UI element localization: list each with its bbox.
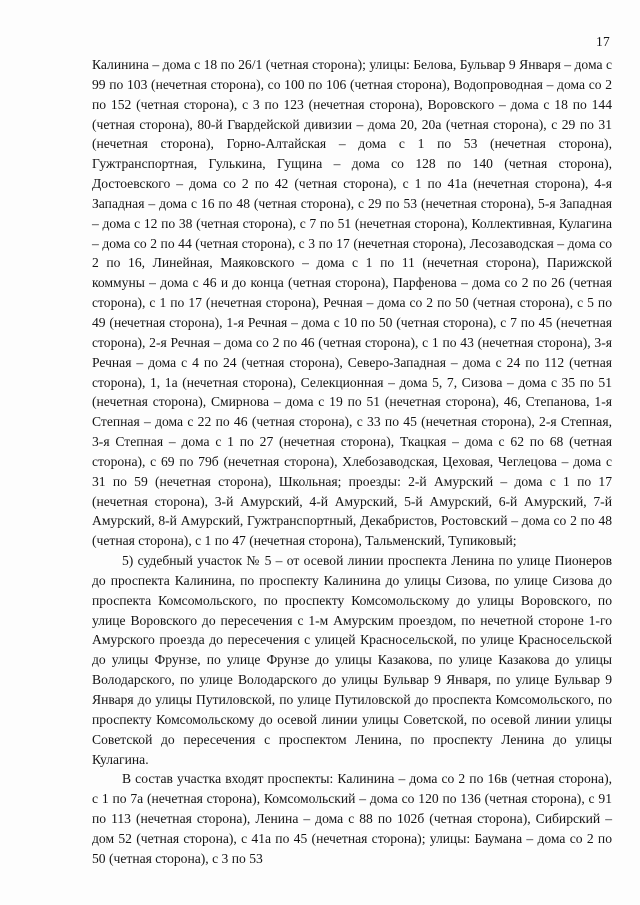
paragraph-district-5-composition: В состав участка входят проспекты: Калинина – дома со 2 по 16в (четная сторона), с 1 по 7а (нечетная сторона), Комсомольский – дома со 120 по 136 (четная сторона), с 91 по 113 (нечетная сторона), Ленина – дома с 88 по 102б (четная сторона), Сибирский – дом 52 (четная сторона), с 41а по 45 (нечетная сторона); улицы: Баумана – дома со 2 по 50 (четная сторона), с 3 по 53 bbox=[92, 771, 612, 866]
paragraph-address-list-continuation: Калинина – дома с 18 по 26/1 (четная сторона); улицы: Белова, Бульвар 9 Января – дома с 99 по 103 (нечетная сторона), со 100 по 106 (четная сторона), Водопроводная – дома со 2 по 152 (четная сторона), с 3 по 123 (нечетная сторона), Воровского – дома с 18 по 144 (четная сторона), 80-й Гвардейской дивизии – дома 20, 20а (четная сторона), с 29 по 31 (нечетная сторона), Горно-Алтайская – дома с 1 по 53 (нечетная сторона), Гужтранспортная, Гулькина, Гущина – дома со 128 по 140 (четная сторона), Достоевского – дома со 2 по 42 (четная сторона), с 1 по 41а (нечетная сторона), 4-я Западная – дома с 16 по 48 (четная сторона), с 29 по 53 (нечетная сторона), 5-я Западная – дома с 12 по 38 (четная сторона), с 7 по 51 (нечетная сторона), Коллективная, Кулагина – дома со 2 по 44 (четная сторона), с 3 по 17 (нечетная сторона), Лесозаводская – дома со 2 по 16, Линейная, Маяковского – дома с 1 по 11 (нечетная сторона), Парижской коммуны – дома с 46 и до конца (четная сторона), Парфенова – дома со 2 по 26 (четная сторона), с 1 по 17 (нечетная сторона), Речная – дома со 2 по 50 (четная сторона), с 5 по 49 (нечетная сторона), 1-я Речная – дома с 10 по 50 (четная сторона), с 7 по 45 (нечетная сторона), 2-я Речная – дома со 2 по 46 (четная сторона), с 1 по 43 (нечетная сторона), 3-я Речная – дома с 4 по 24 (четная сторона), Северо-Западная – дома с 24 по 112 (четная сторона), 1, 1а (нечетная сторона), Селекционная – дома 5, 7, Сизова – дома с 35 по 51 (нечетная сторона), Смирнова – дома с 19 по 51 (нечетная сторона), 46, Степанова, 1-я Степная – дома с 22 по 46 (четная сторона), с 33 по 45 (нечетная сторона), 2-я Степная, 3-я Степная – дома с 1 по 27 (нечетная сторона), Ткацкая – дома с 62 по 68 (четная сторона), с 69 по 79б (нечетная сторона), Хлебозаводская, Цеховая, Чеглецова – дома с 31 по 59 (нечетная сторона), Школьная; проезды: 2-й Амурский – дома с 1 по 17 (нечетная сторона), 3-й Амурский, 4-й Амурский, 5-й Амурский, 6-й Амурский, 7-й Амурский, 8-й Амурский, Гужтранспортный, Декабристов, Ростовский – дома со 2 по 48 (четная сторона), с 1 по 47 (нечетная сторона), Тальменский, Тупиковый; bbox=[92, 57, 612, 549]
paragraph-district-5-boundaries: 5) судебный участок № 5 – от осевой линии проспекта Ленина по улице Пионеров до проспекта Калинина, по проспекту Калинина до улицы Сизова, по улице Сизова до проспекта Комсомольского, по проспекту Комсомольскому до улицы Воровского, по улице Воровского до пересечения с 1-м Амурским проездом, по нечетной стороне 1-го Амурского проезда до пересечения с улицей Красносельской, по улице Красносельской до улицы Фрунзе, по улице Фрунзе до улицы Казакова, по улице Казакова до улицы Володарского, по улице Володарского до улицы Бульвар 9 Января, по улице Бульвар 9 Января до улицы Путиловской, по улице Путиловской до проспекта Комсомольского, по проспекту Комсомольскому до осевой линии улицы Советской, по осевой линии улицы Советской до пересечения с проспектом Ленина, по проспекту Ленина до улицы Кулагина. bbox=[92, 553, 612, 767]
page-number: 17 bbox=[596, 34, 610, 49]
document-body bbox=[92, 55, 612, 869]
